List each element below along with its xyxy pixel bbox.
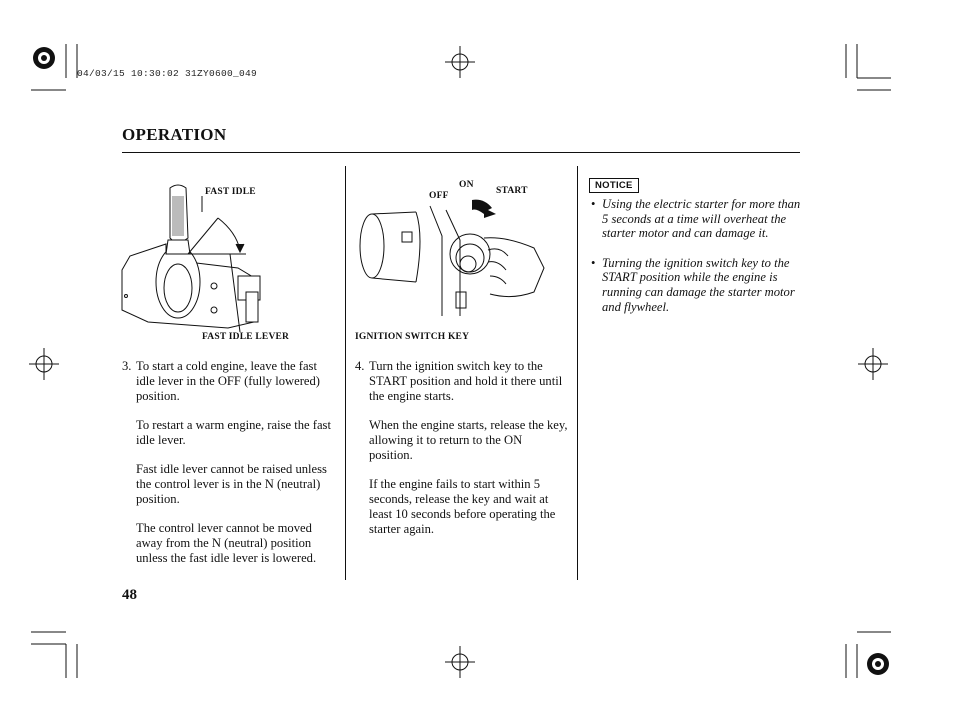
left-para-2: Fast idle lever cannot be raised unless the control lever is in the N (neutral) position. [136,462,327,506]
step-3-text: To start a cold engine, leave the fast idle lever in the OFF (fully lowered) position. [136,359,320,403]
ignition-switch-illustration [356,196,546,326]
middle-para-2: If the engine fails to start within 5 seconds, release the key and wait at least 10 seconds before operating the starter again. [369,477,556,536]
step-3 [122,359,338,404]
column-divider-2 [577,166,578,580]
left-para-3: The control lever cannot be moved away from the N (neutral) position unless the fast idle lever is lowered. [136,521,317,565]
section-title: OPERATION [122,125,227,144]
middle-para-1: When the engine starts, release the key, allowing it to return to the ON position. [369,418,568,462]
bullet-dot-icon: • [591,197,596,211]
notice-bullet-2-text: Turning the ignition switch key to the START position while the engine is running can damage the starter motor and flywheel. [602,255,795,314]
step-3-number: 3. [122,359,132,373]
page-number: 48 [122,587,137,603]
left-column-text [122,359,338,566]
notice-bullet-2 [590,256,805,314]
notice-label: NOTICE [589,178,639,193]
left-para-1: To restart a warm engine, raise the fast idle lever. [136,418,331,447]
step-4 [355,359,569,404]
notice-bullet-1-text: Using the electric starter for more than 5 seconds at a time will overheat the starter motor and can damage it. [602,197,801,241]
column-divider-1 [345,166,346,580]
label-on: ON [459,180,474,190]
label-fast-idle-lever: FAST IDLE LEVER [202,332,290,342]
notice-bullets [590,197,805,314]
label-fast-idle: FAST IDLE [205,187,256,197]
label-start: START [496,186,528,196]
section-title-rule [122,152,800,153]
print-timestamp: 04/03/15 10:30:02 31ZY0600_049 [77,68,258,79]
bullet-dot-icon: • [591,255,596,270]
notice-bullet-1 [590,197,805,241]
step-4-text: Turn the ignition switch key to the START position and hold it there until the engine starts. [369,359,563,403]
label-ignition-switch-key: IGNITION SWITCH KEY [355,332,470,342]
fast-idle-lever-illustration [118,182,268,332]
label-off: OFF [429,191,449,201]
step-4-number: 4. [355,359,365,373]
middle-column-text [355,359,569,537]
